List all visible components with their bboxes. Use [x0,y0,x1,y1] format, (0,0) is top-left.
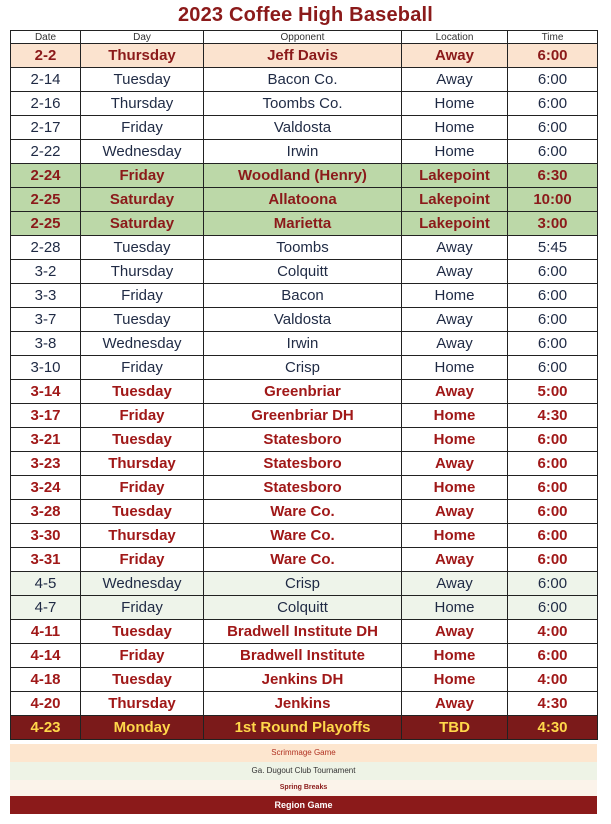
game-day: Thursday [81,260,204,284]
game-location: Away [402,500,508,524]
legend-tournament: Ga. Dugout Club Tournament [10,762,597,780]
game-date: 3-10 [11,356,81,380]
game-row [11,716,598,740]
game-day: Thursday [81,692,204,716]
game-opponent: Jenkins DH [204,668,402,692]
game-row [11,332,598,356]
game-date: 2-24 [11,164,81,188]
game-location: TBD [402,716,508,740]
game-opponent: Colquitt [204,596,402,620]
game-time: 4:00 [508,668,598,692]
game-day: Thursday [81,92,204,116]
game-time: 6:00 [508,476,598,500]
game-date: 2-28 [11,236,81,260]
game-day: Friday [81,164,204,188]
game-opponent: Toombs Co. [204,92,402,116]
game-time: 4:30 [508,692,598,716]
game-time: 6:00 [508,356,598,380]
game-row [11,668,598,692]
game-row [11,308,598,332]
game-day: Saturday [81,212,204,236]
game-row [11,44,598,68]
game-location: Away [402,308,508,332]
game-location: Home [402,116,508,140]
game-location: Home [402,356,508,380]
game-time: 6:00 [508,524,598,548]
game-time: 4:30 [508,404,598,428]
game-location: Lakepoint [402,164,508,188]
game-opponent: Toombs [204,236,402,260]
game-time: 6:00 [508,116,598,140]
game-day: Friday [81,596,204,620]
game-location: Away [402,380,508,404]
game-day: Friday [81,116,204,140]
game-day: Monday [81,716,204,740]
game-opponent: Jeff Davis [204,44,402,68]
game-location: Away [402,260,508,284]
game-row [11,68,598,92]
game-row [11,92,598,116]
game-opponent: Ware Co. [204,500,402,524]
game-date: 3-14 [11,380,81,404]
game-date: 2-25 [11,212,81,236]
game-time: 6:00 [508,596,598,620]
game-row [11,356,598,380]
game-opponent: Valdosta [204,308,402,332]
game-day: Tuesday [81,620,204,644]
game-date: 4-23 [11,716,81,740]
game-date: 3-2 [11,260,81,284]
game-day: Wednesday [81,332,204,356]
game-date: 3-30 [11,524,81,548]
game-day: Friday [81,476,204,500]
game-time: 6:00 [508,284,598,308]
game-day: Tuesday [81,380,204,404]
game-day: Tuesday [81,308,204,332]
game-opponent: Greenbriar [204,380,402,404]
game-location: Home [402,92,508,116]
game-day: Wednesday [81,572,204,596]
game-time: 10:00 [508,188,598,212]
game-day: Thursday [81,524,204,548]
game-opponent: Crisp [204,572,402,596]
game-date: 3-8 [11,332,81,356]
game-location: Home [402,596,508,620]
game-row [11,380,598,404]
games-body [11,44,598,740]
game-location: Away [402,332,508,356]
game-day: Tuesday [81,236,204,260]
game-day: Saturday [81,188,204,212]
game-time: 6:00 [508,500,598,524]
game-day: Thursday [81,44,204,68]
game-location: Home [402,404,508,428]
game-time: 6:00 [508,548,598,572]
header-time: Time [508,31,598,44]
header-day: Day [81,31,204,44]
game-location: Home [402,140,508,164]
game-time: 6:00 [508,428,598,452]
game-row [11,572,598,596]
game-row [11,428,598,452]
game-date: 3-7 [11,308,81,332]
game-date: 2-25 [11,188,81,212]
game-date: 4-11 [11,620,81,644]
game-opponent: Statesboro [204,452,402,476]
game-location: Away [402,620,508,644]
game-opponent: Bacon Co. [204,68,402,92]
game-row [11,692,598,716]
game-opponent: Allatoona [204,188,402,212]
game-day: Wednesday [81,140,204,164]
game-location: Home [402,428,508,452]
game-row [11,236,598,260]
game-opponent: Jenkins [204,692,402,716]
game-opponent: Bacon [204,284,402,308]
game-location: Away [402,572,508,596]
game-day: Friday [81,404,204,428]
game-date: 2-2 [11,44,81,68]
game-day: Tuesday [81,668,204,692]
game-opponent: Valdosta [204,116,402,140]
game-row [11,620,598,644]
game-location: Away [402,236,508,260]
game-row [11,260,598,284]
game-day: Friday [81,284,204,308]
game-opponent: Marietta [204,212,402,236]
game-date: 4-5 [11,572,81,596]
game-row [11,404,598,428]
legend-scrimmage: Scrimmage Game [10,744,597,762]
game-opponent: Bradwell Institute [204,644,402,668]
game-day: Thursday [81,452,204,476]
header-row [11,31,598,44]
game-time: 6:00 [508,260,598,284]
game-opponent: Crisp [204,356,402,380]
game-location: Home [402,524,508,548]
game-opponent: Statesboro [204,428,402,452]
game-location: Lakepoint [402,212,508,236]
game-time: 6:30 [508,164,598,188]
game-time: 6:00 [508,44,598,68]
game-row [11,116,598,140]
game-time: 4:00 [508,620,598,644]
game-time: 6:00 [508,92,598,116]
game-time: 6:00 [508,308,598,332]
game-date: 3-24 [11,476,81,500]
game-date: 3-21 [11,428,81,452]
game-date: 2-14 [11,68,81,92]
game-date: 4-18 [11,668,81,692]
game-opponent: Greenbriar DH [204,404,402,428]
page-title: 2023 Coffee High Baseball [177,4,434,26]
game-location: Home [402,284,508,308]
game-time: 3:00 [508,212,598,236]
game-date: 2-22 [11,140,81,164]
game-time: 6:00 [508,452,598,476]
game-opponent: Woodland (Henry) [204,164,402,188]
game-location: Home [402,476,508,500]
game-time: 5:00 [508,380,598,404]
game-date: 2-16 [11,92,81,116]
game-date: 4-14 [11,644,81,668]
legend-region-game: Region Game [10,796,597,814]
game-time: 6:00 [508,332,598,356]
game-row [11,476,598,500]
game-row [11,284,598,308]
game-date: 3-3 [11,284,81,308]
game-location: Home [402,644,508,668]
game-row [11,164,598,188]
game-location: Away [402,548,508,572]
game-time: 6:00 [508,644,598,668]
game-row [11,644,598,668]
game-row [11,452,598,476]
game-row [11,500,598,524]
game-opponent: Irwin [204,140,402,164]
game-date: 3-31 [11,548,81,572]
game-row [11,140,598,164]
game-location: Away [402,452,508,476]
game-date: 2-17 [11,116,81,140]
game-date: 4-7 [11,596,81,620]
game-opponent: Bradwell Institute DH [204,620,402,644]
game-row [11,596,598,620]
game-day: Tuesday [81,500,204,524]
game-opponent: Colquitt [204,260,402,284]
game-date: 3-28 [11,500,81,524]
game-time: 6:00 [508,572,598,596]
game-day: Friday [81,356,204,380]
game-row [11,548,598,572]
header-location: Location [402,31,508,44]
game-opponent: 1st Round Playoffs [204,716,402,740]
game-opponent: Ware Co. [204,548,402,572]
game-time: 5:45 [508,236,598,260]
game-time: 6:00 [508,140,598,164]
game-day: Tuesday [81,428,204,452]
game-day: Friday [81,644,204,668]
game-date: 4-20 [11,692,81,716]
game-row [11,524,598,548]
game-opponent: Ware Co. [204,524,402,548]
header-opponent: Opponent [204,31,402,44]
legend-spring-break: Spring Breaks [10,780,597,796]
schedule-table [10,30,598,740]
game-location: Away [402,44,508,68]
game-opponent: Irwin [204,332,402,356]
game-date: 3-23 [11,452,81,476]
game-row [11,188,598,212]
game-time: 6:00 [508,68,598,92]
game-day: Friday [81,548,204,572]
game-date: 3-17 [11,404,81,428]
game-row [11,212,598,236]
game-location: Home [402,668,508,692]
game-day: Tuesday [81,68,204,92]
game-time: 4:30 [508,716,598,740]
game-location: Lakepoint [402,188,508,212]
header-date: Date [11,31,81,44]
game-location: Away [402,692,508,716]
game-location: Away [402,68,508,92]
game-opponent: Statesboro [204,476,402,500]
